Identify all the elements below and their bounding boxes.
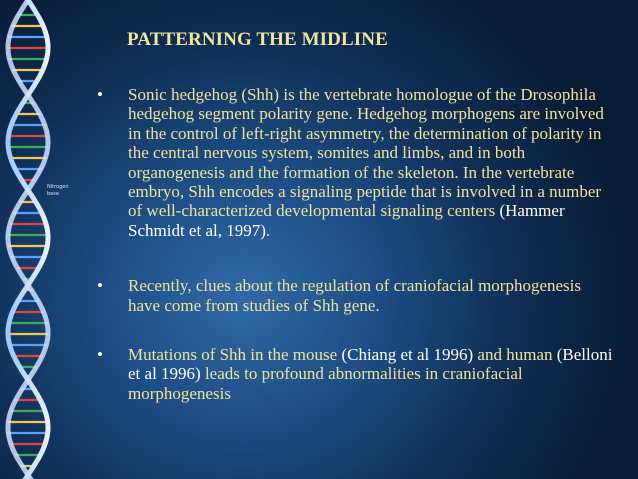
citation: (Hammer Schmidt et al, 1997) <box>128 201 565 240</box>
bullet-text: Mutations of Shh in the mouse <box>128 345 342 365</box>
bullet-text: leads to profound abnormalities in craniofacial morphogenesis <box>128 364 523 403</box>
bullet-marker: • <box>97 276 103 296</box>
bullet-marker: • <box>97 85 103 104</box>
slide-title: PATTERNING THE MIDLINE <box>127 29 388 50</box>
bullet-marker: • <box>97 345 103 365</box>
bullet-mutations <box>97 345 617 403</box>
svg-text:Nitrogen base: Nitrogen base <box>47 184 69 197</box>
bullet-list <box>97 85 617 403</box>
bullet-end: . <box>265 220 271 240</box>
bullet-text: Recently, clues about the regulation of craniofacial morphogenesis have come from studies of Shh gene. <box>128 276 582 315</box>
dna-helix-icon <box>0 0 80 479</box>
bullet-shh-homologue <box>97 85 617 240</box>
citation: (Belloni et al 1996) <box>128 345 613 384</box>
bullet-text: and human <box>473 345 557 365</box>
citation: (Chiang et al 1996) <box>341 345 474 365</box>
bullet-craniofacial <box>97 276 617 315</box>
bullet-text: Sonic hedgehog (Shh) is the vertebrate homologue of the Drosophila hedgehog segment polarity gene. Hedgehog morphogens are involved in the control of left-right asymmetry, the determination of polarity in the central nervous system, somites and limbs, and in both organogenesis and the formation of the skeleton. In the vertebrate embryo, Shh encodes a signaling peptide that is involved in a number of well-characterized developmental signaling centers <box>128 85 604 221</box>
